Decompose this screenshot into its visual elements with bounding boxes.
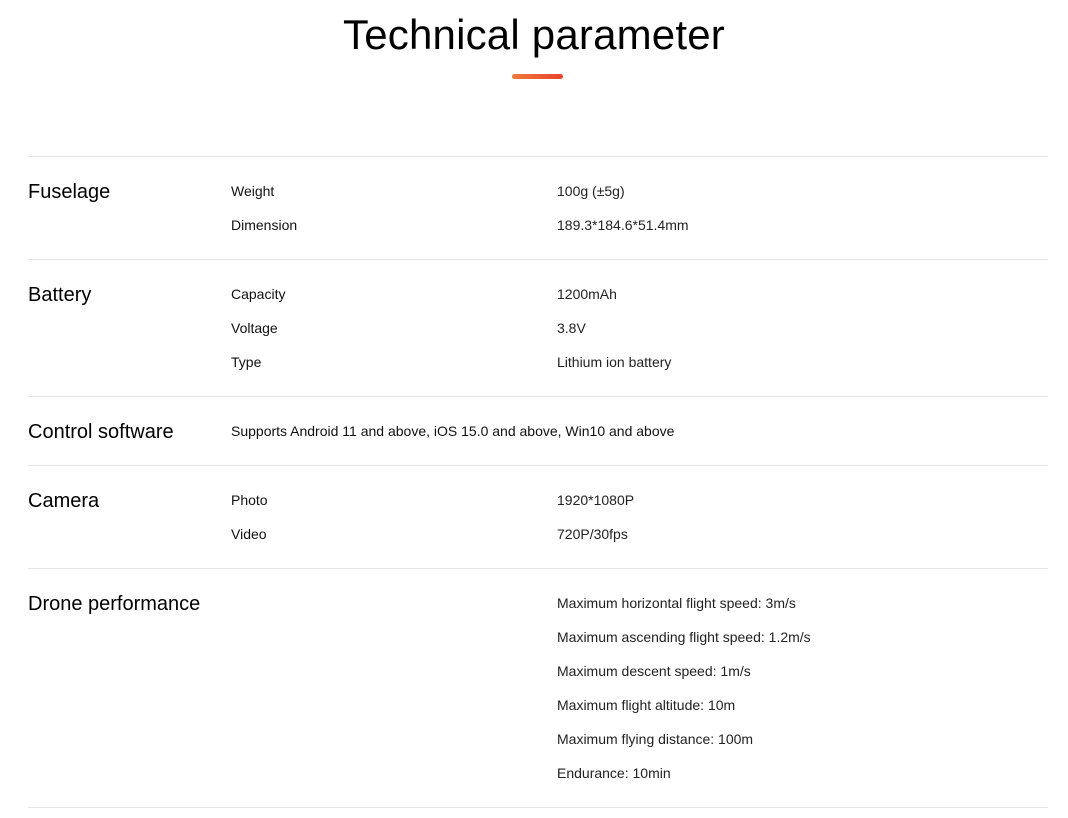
spec-value: 1200mAh (557, 286, 617, 302)
spec-value: 1920*1080P (557, 492, 635, 508)
spec-row-video (28, 524, 1048, 544)
spec-value: Endurance: 10min (557, 765, 671, 781)
section-title-control-software: Control software (28, 421, 174, 443)
section-fuselage (28, 156, 1048, 259)
spec-label: Dimension (231, 217, 298, 233)
spec-value: 100g (±5g) (557, 183, 625, 199)
spec-label: Type (231, 354, 262, 370)
spec-label: Voltage (231, 320, 278, 336)
spec-value: Maximum flight altitude: 10m (557, 697, 736, 713)
section-title-fuselage: Fuselage (28, 181, 111, 203)
spec-row-performance (28, 661, 1048, 681)
section-camera (28, 465, 1048, 568)
spec-value: 720P/30fps (557, 526, 628, 542)
title-accent-underline (512, 74, 563, 79)
spec-text: Supports Android 11 and above, iOS 15.0 and above, Win10 and above (231, 423, 675, 439)
spec-row-type (28, 352, 1048, 372)
section-control-software (28, 396, 1048, 465)
spec-table (28, 156, 1048, 808)
spec-row-performance (28, 695, 1048, 715)
spec-row-dimension (28, 215, 1048, 235)
section-battery (28, 259, 1048, 396)
section-drone-performance (28, 568, 1048, 808)
spec-value: 189.3*184.6*51.4mm (557, 217, 689, 233)
spec-value: Maximum horizontal flight speed: 3m/s (557, 595, 796, 611)
spec-value: Maximum descent speed: 1m/s (557, 663, 751, 679)
spec-label: Capacity (231, 286, 286, 302)
spec-row-voltage (28, 318, 1048, 338)
spec-label: Weight (231, 183, 275, 199)
spec-value: 3.8V (557, 320, 586, 336)
section-title-camera: Camera (28, 490, 100, 512)
spec-row-performance (28, 627, 1048, 647)
spec-row-performance (28, 593, 1048, 613)
spec-row-control-software (28, 421, 1048, 441)
page-title: Technical parameter (343, 11, 725, 58)
spec-row-performance (28, 729, 1048, 749)
spec-row-weight (28, 181, 1048, 201)
section-title-drone-performance: Drone performance (28, 593, 201, 615)
spec-value: Maximum flying distance: 100m (557, 731, 754, 747)
spec-value: Lithium ion battery (557, 354, 672, 370)
spec-row-performance (28, 763, 1048, 783)
spec-row-capacity (28, 284, 1048, 304)
section-title-battery: Battery (28, 284, 92, 306)
spec-label: Photo (231, 492, 268, 508)
spec-label: Video (231, 526, 267, 542)
spec-value: Maximum ascending flight speed: 1.2m/s (557, 629, 811, 645)
spec-row-photo (28, 490, 1048, 510)
